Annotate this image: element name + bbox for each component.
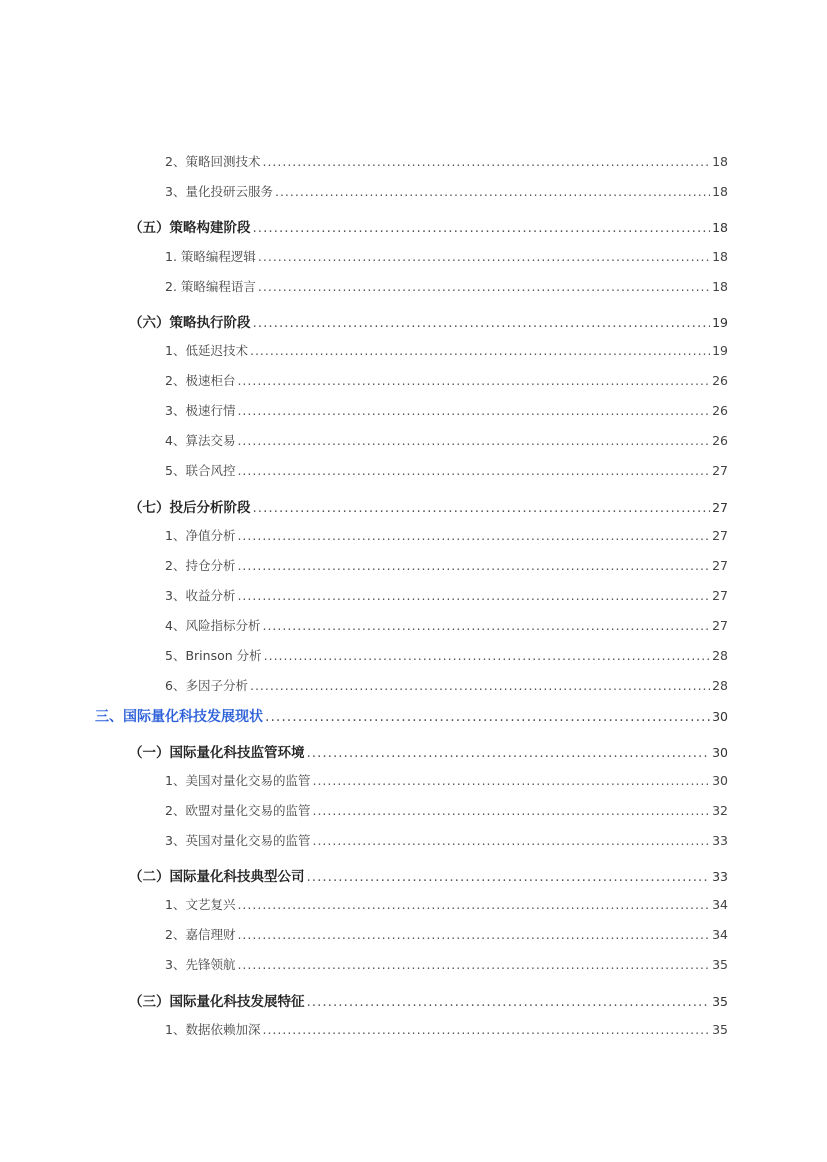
toc-entry-label: 3、极速行情	[165, 403, 236, 418]
toc-leader-dots	[253, 500, 711, 516]
toc-entry-label: 2、欧盟对量化交易的监管	[165, 803, 311, 818]
toc-entry[interactable]	[165, 646, 728, 664]
toc-page-number: 18	[712, 154, 728, 169]
toc-entry[interactable]	[165, 461, 728, 479]
toc-leader-dots	[250, 343, 710, 358]
toc-entry-label: 2、极速柜台	[165, 373, 236, 388]
toc-page-number: 19	[712, 315, 728, 330]
toc-leader-dots	[307, 745, 711, 761]
toc-leader-dots	[312, 773, 710, 788]
toc-leader-dots	[312, 803, 710, 818]
toc-page-number: 19	[712, 343, 728, 358]
toc-page-number: 27	[712, 618, 728, 633]
toc-entry[interactable]	[165, 586, 728, 604]
toc-entry[interactable]	[165, 277, 728, 295]
toc-leader-dots	[237, 897, 710, 912]
toc-page-number: 35	[712, 1022, 728, 1037]
toc-entry[interactable]	[165, 152, 728, 170]
toc-leader-dots	[312, 833, 710, 848]
toc-entry-label: 1、净值分析	[165, 528, 236, 543]
toc-entry[interactable]	[165, 1020, 728, 1038]
toc-leader-dots	[265, 709, 710, 725]
toc-entry-label: （七）投后分析阶段	[129, 500, 251, 516]
toc-page-number: 34	[712, 897, 728, 912]
toc-entry-label: 2、嘉信理财	[165, 927, 236, 942]
toc-page-number: 28	[712, 648, 728, 663]
toc-leader-dots	[253, 315, 711, 331]
toc-entry[interactable]	[165, 371, 728, 389]
toc-page-number: 27	[712, 528, 728, 543]
toc-entry[interactable]	[165, 247, 728, 265]
toc-leader-dots	[262, 1022, 710, 1037]
toc-page-number: 27	[712, 558, 728, 573]
toc-page-number: 30	[712, 745, 728, 760]
toc-entry[interactable]	[165, 526, 728, 544]
toc-entry-label: 5、联合风控	[165, 463, 236, 478]
toc-entry-label: 2. 策略编程语言	[165, 279, 256, 294]
toc-leader-dots	[258, 279, 710, 294]
toc-page-number: 27	[712, 463, 728, 478]
toc-entry-label: 2、策略回测技术	[165, 154, 261, 169]
toc-leader-dots	[237, 403, 710, 418]
toc-leader-dots	[262, 154, 710, 169]
toc-entry-label: 4、风险指标分析	[165, 618, 261, 633]
toc-page-number: 28	[712, 678, 728, 693]
toc-leader-dots	[262, 618, 710, 633]
toc-page-number: 27	[712, 588, 728, 603]
toc-entry[interactable]	[165, 955, 728, 973]
toc-entry-label: （六）策略执行阶段	[129, 315, 251, 331]
toc-page-number: 27	[712, 500, 728, 515]
toc-leader-dots	[237, 433, 710, 448]
toc-leader-dots	[250, 678, 710, 693]
toc-entry[interactable]	[165, 182, 728, 200]
toc-page-number: 34	[712, 927, 728, 942]
toc-entry-label: （二）国际量化科技典型公司	[129, 869, 305, 885]
toc-entry[interactable]	[165, 431, 728, 449]
toc-leader-dots	[237, 528, 710, 543]
toc-entry[interactable]	[95, 706, 728, 726]
toc-entry-label: 3、量化投研云服务	[165, 184, 273, 199]
toc-entry-label: 1. 策略编程逻辑	[165, 249, 256, 264]
toc-entry[interactable]	[165, 895, 728, 913]
toc-entry[interactable]	[165, 801, 728, 819]
toc-entry-label: 3、先锋领航	[165, 957, 236, 972]
toc-entry[interactable]	[165, 771, 728, 789]
toc-leader-dots	[237, 927, 710, 942]
toc-entry[interactable]	[165, 616, 728, 634]
toc-page-number: 26	[712, 433, 728, 448]
toc-page-number: 35	[712, 994, 728, 1009]
toc-page-number: 26	[712, 403, 728, 418]
toc-entry-label: 1、美国对量化交易的监管	[165, 773, 311, 788]
toc-page-number: 18	[712, 184, 728, 199]
toc-leader-dots	[253, 220, 711, 236]
toc-entry[interactable]	[129, 311, 728, 331]
toc-entry-label: 6、多因子分析	[165, 678, 248, 693]
toc-entry-label: 3、收益分析	[165, 588, 236, 603]
toc-entry[interactable]	[129, 216, 728, 236]
toc-entry-label: 4、算法交易	[165, 433, 236, 448]
toc-page-number: 26	[712, 373, 728, 388]
toc-entry-label: （三）国际量化科技发展特征	[129, 994, 305, 1010]
toc-entry-label: （五）策略构建阶段	[129, 220, 251, 236]
toc-page-number: 18	[712, 279, 728, 294]
toc-entry[interactable]	[165, 925, 728, 943]
toc-leader-dots	[237, 588, 710, 603]
toc-leader-dots	[264, 648, 710, 663]
toc-entry[interactable]	[165, 556, 728, 574]
toc-page-number: 35	[712, 957, 728, 972]
toc-leader-dots	[237, 463, 710, 478]
toc-leader-dots	[275, 184, 710, 199]
toc-entry[interactable]	[165, 676, 728, 694]
toc-leader-dots	[237, 957, 710, 972]
toc-entry-label: 1、数据依赖加深	[165, 1022, 261, 1037]
toc-entry-label: 1、低延迟技术	[165, 343, 248, 358]
toc-entry-label: （一）国际量化科技监管环境	[129, 745, 305, 761]
toc-page-number: 33	[712, 833, 728, 848]
toc-entry[interactable]	[129, 865, 728, 885]
toc-entry[interactable]	[129, 990, 728, 1010]
toc-entry-label: 5、Brinson 分析	[165, 648, 262, 663]
toc-page-number: 18	[712, 249, 728, 264]
toc-entry-label: 3、英国对量化交易的监管	[165, 833, 311, 848]
toc-leader-dots	[307, 994, 711, 1010]
toc-entry[interactable]	[165, 831, 728, 849]
toc-entry[interactable]	[129, 496, 728, 516]
toc-entry-label: 1、文艺复兴	[165, 897, 236, 912]
toc-entry[interactable]	[165, 401, 728, 419]
toc-page-number: 30	[712, 773, 728, 788]
toc-page-number: 18	[712, 220, 728, 235]
toc-entry[interactable]	[165, 341, 728, 359]
toc-leader-dots	[237, 558, 710, 573]
toc-leader-dots	[258, 249, 710, 264]
toc-entry[interactable]	[129, 741, 728, 761]
toc-leader-dots	[237, 373, 710, 388]
toc-leader-dots	[307, 869, 711, 885]
toc-entry-label: 三、国际量化科技发展现状	[95, 709, 263, 725]
toc-entry-label: 2、持仓分析	[165, 558, 236, 573]
toc-page-number: 32	[712, 803, 728, 818]
toc-page-number: 30	[712, 709, 728, 724]
toc-page-number: 33	[712, 869, 728, 884]
